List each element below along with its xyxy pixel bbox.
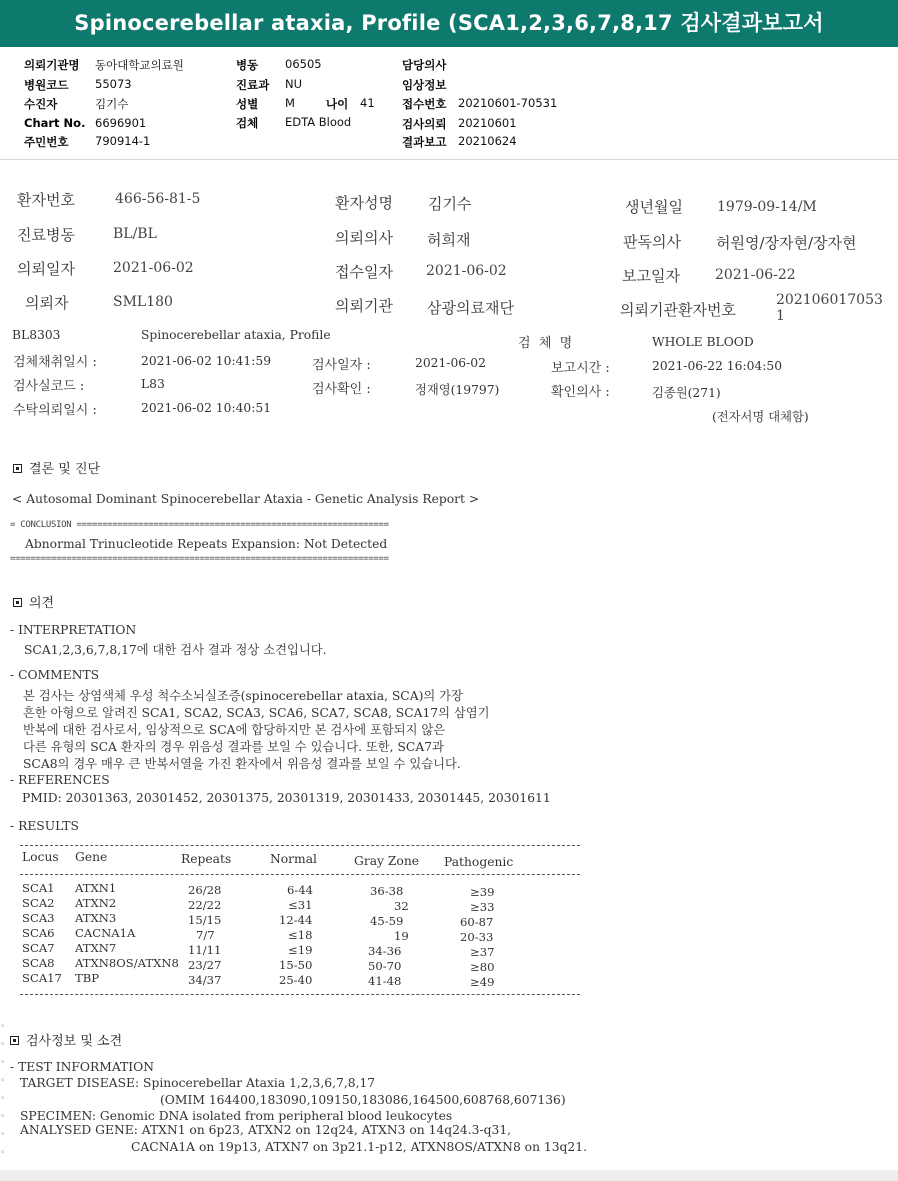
cell-grayzone: 50-70 xyxy=(368,959,402,973)
dob-label: 생년월일 xyxy=(625,198,683,216)
comment-line: 반복에 대한 검사로서, 임상적으로 SCA에 합당하지만 본 검사에 포함되지 않은 xyxy=(23,723,446,737)
req-date-label: 의뢰일자 xyxy=(17,260,75,278)
table-rule-mid xyxy=(20,874,580,875)
test-name: Spinocerebellar ataxia, Profile xyxy=(141,328,331,342)
org-patient-no: 202106017053 xyxy=(776,292,883,308)
requester: SML180 xyxy=(113,294,173,310)
cell-repeats: 23/27 xyxy=(188,958,222,972)
references-head: - REFERENCES xyxy=(10,773,110,787)
confirm: 정재영(19797) xyxy=(415,383,500,397)
comments-head: - COMMENTS xyxy=(10,668,100,682)
cell-pathogenic: ≥39 xyxy=(470,885,495,899)
cell-grayzone: 41-48 xyxy=(368,974,402,988)
section-title: 검사정보 및 소견 xyxy=(26,1034,123,1049)
collect-label: 검체채취일시 : xyxy=(13,355,97,370)
cell-locus: SCA3 xyxy=(22,911,55,925)
binding-mark-icon: ◦ xyxy=(0,1094,6,1104)
cell-gene: ATXN1 xyxy=(75,881,117,895)
cell-repeats: 34/37 xyxy=(188,973,222,987)
cell-gene: ATXN2 xyxy=(75,896,117,910)
recv-date-label: 접수일자 xyxy=(335,263,393,281)
cell-gene: TBP xyxy=(75,971,100,985)
header-value: NU xyxy=(285,77,303,91)
header-label: 임상정보 xyxy=(402,78,447,92)
cell-grayzone: 45-59 xyxy=(370,914,404,928)
header-value: 55073 xyxy=(95,77,132,91)
cell-normal: 15-50 xyxy=(279,958,313,972)
results-head: - RESULTS xyxy=(10,819,79,833)
header-label: 진료과 xyxy=(236,78,270,92)
cell-locus: SCA2 xyxy=(22,896,55,910)
header-value: 20210601-70531 xyxy=(458,96,558,110)
collect-time: 2021-06-02 10:41:59 xyxy=(141,354,272,368)
analysed-gene-cont: CACNA1A on 19p13, ATXN7 on 3p21.1-p12, ATXN8OS/ATXN8 on 13q21. xyxy=(131,1140,587,1154)
interpretation-text: SCA1,2,3,6,7,8,17에 대한 검사 결과 정상 소견입니다. xyxy=(24,643,327,657)
cell-locus: SCA8 xyxy=(22,956,55,970)
references: PMID: 20301363, 20301452, 20301375, 20301319, 20301433, 20301445, 20301611 xyxy=(22,791,551,805)
binding-mark-icon: ◦ xyxy=(0,1148,6,1158)
dob: 1979-09-14/M xyxy=(717,199,817,215)
cell-pathogenic: ≥80 xyxy=(470,960,495,974)
binding-mark-icon: ◦ xyxy=(0,1022,6,1032)
cell-gene: CACNA1A xyxy=(75,926,136,940)
cell-repeats: 26/28 xyxy=(188,883,222,897)
cell-pathogenic: 60-87 xyxy=(460,915,494,929)
header-value: EDTA Blood xyxy=(285,115,352,129)
table-rule-bottom xyxy=(20,994,580,995)
reader: 허원영/장자현/장자현 xyxy=(716,234,857,252)
section-opinion-heading xyxy=(13,592,54,611)
org-patient-no-cont: 1 xyxy=(776,308,785,324)
cell-grayzone: 36-38 xyxy=(370,884,404,898)
omim: (OMIM 164400,183090,109150,183086,164500,608768,607136) xyxy=(160,1093,566,1107)
col-pathogenic: Pathogenic xyxy=(444,855,514,869)
req-date: 2021-06-02 xyxy=(113,260,194,276)
section-testinfo-heading xyxy=(10,1030,122,1049)
interpretation-head: - INTERPRETATION xyxy=(10,623,137,637)
scanned-report xyxy=(0,160,898,1170)
report-time: 2021-06-22 16:04:50 xyxy=(652,359,783,373)
header-label: 접수번호 xyxy=(402,97,447,111)
cell-repeats: 11/11 xyxy=(188,943,222,957)
cell-gene: ATXN8OS/ATXN8 xyxy=(75,956,179,970)
cell-repeats: 22/22 xyxy=(188,898,222,912)
header-label: 수진자 xyxy=(24,97,58,111)
cell-grayzone: 19 xyxy=(394,929,409,943)
requester-label: 의뢰자 xyxy=(25,294,69,312)
confirm-label: 검사확인 : xyxy=(312,382,371,397)
header-value: 20210624 xyxy=(458,134,517,148)
cell-normal: ≤19 xyxy=(288,943,313,957)
header-value: M xyxy=(285,96,295,110)
header-value: 06505 xyxy=(285,57,322,71)
checkbox-icon xyxy=(13,598,22,607)
entrust-time: 2021-06-02 10:40:51 xyxy=(141,401,272,415)
entrust-label: 수탁의뢰일시 : xyxy=(13,403,97,418)
cell-normal: ≤31 xyxy=(288,898,313,912)
reader-label: 판독의사 xyxy=(623,233,681,251)
header-label: 성별 xyxy=(236,97,259,111)
patient-no-label: 환자번호 xyxy=(17,191,75,209)
org-patient-no-label: 의뢰기관환자번호 xyxy=(620,301,736,319)
cell-pathogenic: ≥49 xyxy=(470,975,495,989)
recv-date: 2021-06-02 xyxy=(426,263,507,279)
req-org-label: 의뢰기관 xyxy=(335,297,393,315)
req-doctor: 허희재 xyxy=(427,231,471,249)
header-label: 주민번호 xyxy=(24,135,69,149)
section-conclusion-heading xyxy=(13,458,100,477)
header-label: Chart No. xyxy=(24,116,86,130)
report-title: Spinocerebellar ataxia, Profile (SCA1,2,3,6,7,8,17 검사결과보고서 xyxy=(0,0,898,47)
comment-line: SCA8의 경우 매우 큰 반복서열을 가진 환자에서 위음성 결과를 보일 수 있습니다. xyxy=(23,757,461,771)
cell-pathogenic: ≥37 xyxy=(470,945,495,959)
name-label: 환자성명 xyxy=(335,194,393,212)
cell-normal: 25-40 xyxy=(279,973,313,987)
header-value: 20210601 xyxy=(458,116,517,130)
col-grayzone: Gray Zone xyxy=(354,854,420,868)
header-label: 검체 xyxy=(236,116,259,130)
req-doctor-label: 의뢰의사 xyxy=(335,229,393,247)
cell-repeats: 7/7 xyxy=(196,928,215,942)
ward: BL/BL xyxy=(113,226,157,242)
cell-grayzone: 34-36 xyxy=(368,944,402,958)
bottom-scroll-area[interactable] xyxy=(0,1170,898,1181)
test-date: 2021-06-02 xyxy=(415,356,486,370)
cell-locus: SCA7 xyxy=(22,941,55,955)
header-label: 결과보고 xyxy=(402,135,447,149)
header-label: 병동 xyxy=(236,58,259,72)
conclusion-rule: ========================================================================== xyxy=(10,554,389,564)
binding-mark-icon: ◦ xyxy=(0,1058,6,1068)
report-time-label: 보고시간 : xyxy=(551,361,610,376)
conclusion-head: = CONCLUSION ============================================================= xyxy=(10,520,389,530)
cell-pathogenic: ≥33 xyxy=(470,900,495,914)
patient-no: 466-56-81-5 xyxy=(115,191,201,207)
ward-label: 진료병동 xyxy=(17,226,75,244)
conclusion-text: Abnormal Trinucleotide Repeats Expansion: Not Detected xyxy=(25,537,388,551)
esign-note: (전자서명 대체함) xyxy=(712,410,809,424)
target-disease: TARGET DISEASE: Spinocerebellar Ataxia 1,2,3,6,7,8,17 xyxy=(20,1076,376,1090)
header-label: 병원코드 xyxy=(24,78,69,92)
col-normal: Normal xyxy=(270,852,317,866)
req-org: 삼광의료재단 xyxy=(427,299,514,317)
checkbox-icon xyxy=(10,1036,19,1045)
col-repeats: Repeats xyxy=(181,852,232,866)
section-title: 의견 xyxy=(29,596,55,611)
header-value: 6696901 xyxy=(95,116,147,130)
cell-locus: SCA17 xyxy=(22,971,62,985)
specimen-info: SPECIMEN: Genomic DNA isolated from peripheral blood leukocytes xyxy=(20,1109,453,1123)
binding-mark-icon: ◦ xyxy=(0,1112,6,1122)
cell-locus: SCA6 xyxy=(22,926,55,940)
report-date-label: 보고일자 xyxy=(622,267,680,285)
patient-name: 김기수 xyxy=(428,195,472,213)
cell-gene: ATXN7 xyxy=(75,941,117,955)
comment-line: 다른 유형의 SCA 환자의 경우 위음성 결과를 보일 수 있습니다. 또한, SCA7과 xyxy=(23,740,444,754)
comment-line: 흔한 아형으로 알려진 SCA1, SCA2, SCA3, SCA6, SCA7, SCA8, SCA17의 삼염기 xyxy=(23,706,490,720)
age-label: 나이 xyxy=(326,97,349,111)
binding-mark-icon: ◦ xyxy=(0,1130,6,1140)
table-rule-top xyxy=(20,845,580,846)
checkbox-icon xyxy=(13,464,22,473)
comment-line: 본 검사는 상염색체 우성 척수소뇌실조증(spinocerebellar ataxia, SCA)의 가장 xyxy=(23,689,463,703)
binding-mark-icon: ◦ xyxy=(0,1076,6,1086)
specimen-label: 검 체 명 xyxy=(518,336,573,351)
header-label: 검사의뢰 xyxy=(402,117,447,131)
binding-mark-icon: ◦ xyxy=(0,1040,6,1050)
header-info xyxy=(0,47,898,160)
cell-locus: SCA1 xyxy=(22,881,55,895)
confirm-doc: 김종원(271) xyxy=(652,386,721,400)
report-date: 2021-06-22 xyxy=(715,267,796,283)
test-info-head: - TEST INFORMATION xyxy=(10,1060,154,1074)
cell-normal: ≤18 xyxy=(288,928,313,942)
test-code: BL8303 xyxy=(12,328,61,342)
analysed-gene: ANALYSED GENE: ATXN1 on 6p23, ATXN2 on 12q24, ATXN3 on 14q24.3-q31, xyxy=(20,1123,512,1137)
test-date-label: 검사일자 : xyxy=(312,358,371,373)
header-label: 담당의사 xyxy=(402,58,447,72)
test-code-label: 검사실코드 : xyxy=(13,379,85,394)
lab-code: L83 xyxy=(141,377,165,391)
confirm-doc-label: 확인의사 : xyxy=(551,385,610,400)
cell-gene: ATXN3 xyxy=(75,911,117,925)
specimen: WHOLE BLOOD xyxy=(652,335,754,349)
col-gene: Gene xyxy=(75,850,108,864)
cell-grayzone: 32 xyxy=(394,899,409,913)
cell-normal: 12-44 xyxy=(279,913,313,927)
header-value: 790914-1 xyxy=(95,134,151,148)
cell-normal: 6-44 xyxy=(287,883,314,897)
section-title: 결론 및 진단 xyxy=(29,462,101,477)
report-subtitle: < Autosomal Dominant Spinocerebellar Ataxia - Genetic Analysis Report > xyxy=(12,492,480,506)
cell-repeats: 15/15 xyxy=(188,913,222,927)
col-locus: Locus xyxy=(22,850,59,864)
header-value: 동아대학교의료원 xyxy=(95,58,184,72)
age-value: 41 xyxy=(360,96,375,110)
header-label: 의뢰기관명 xyxy=(24,58,80,72)
cell-pathogenic: 20-33 xyxy=(460,930,494,944)
header-value: 김기수 xyxy=(95,97,129,111)
